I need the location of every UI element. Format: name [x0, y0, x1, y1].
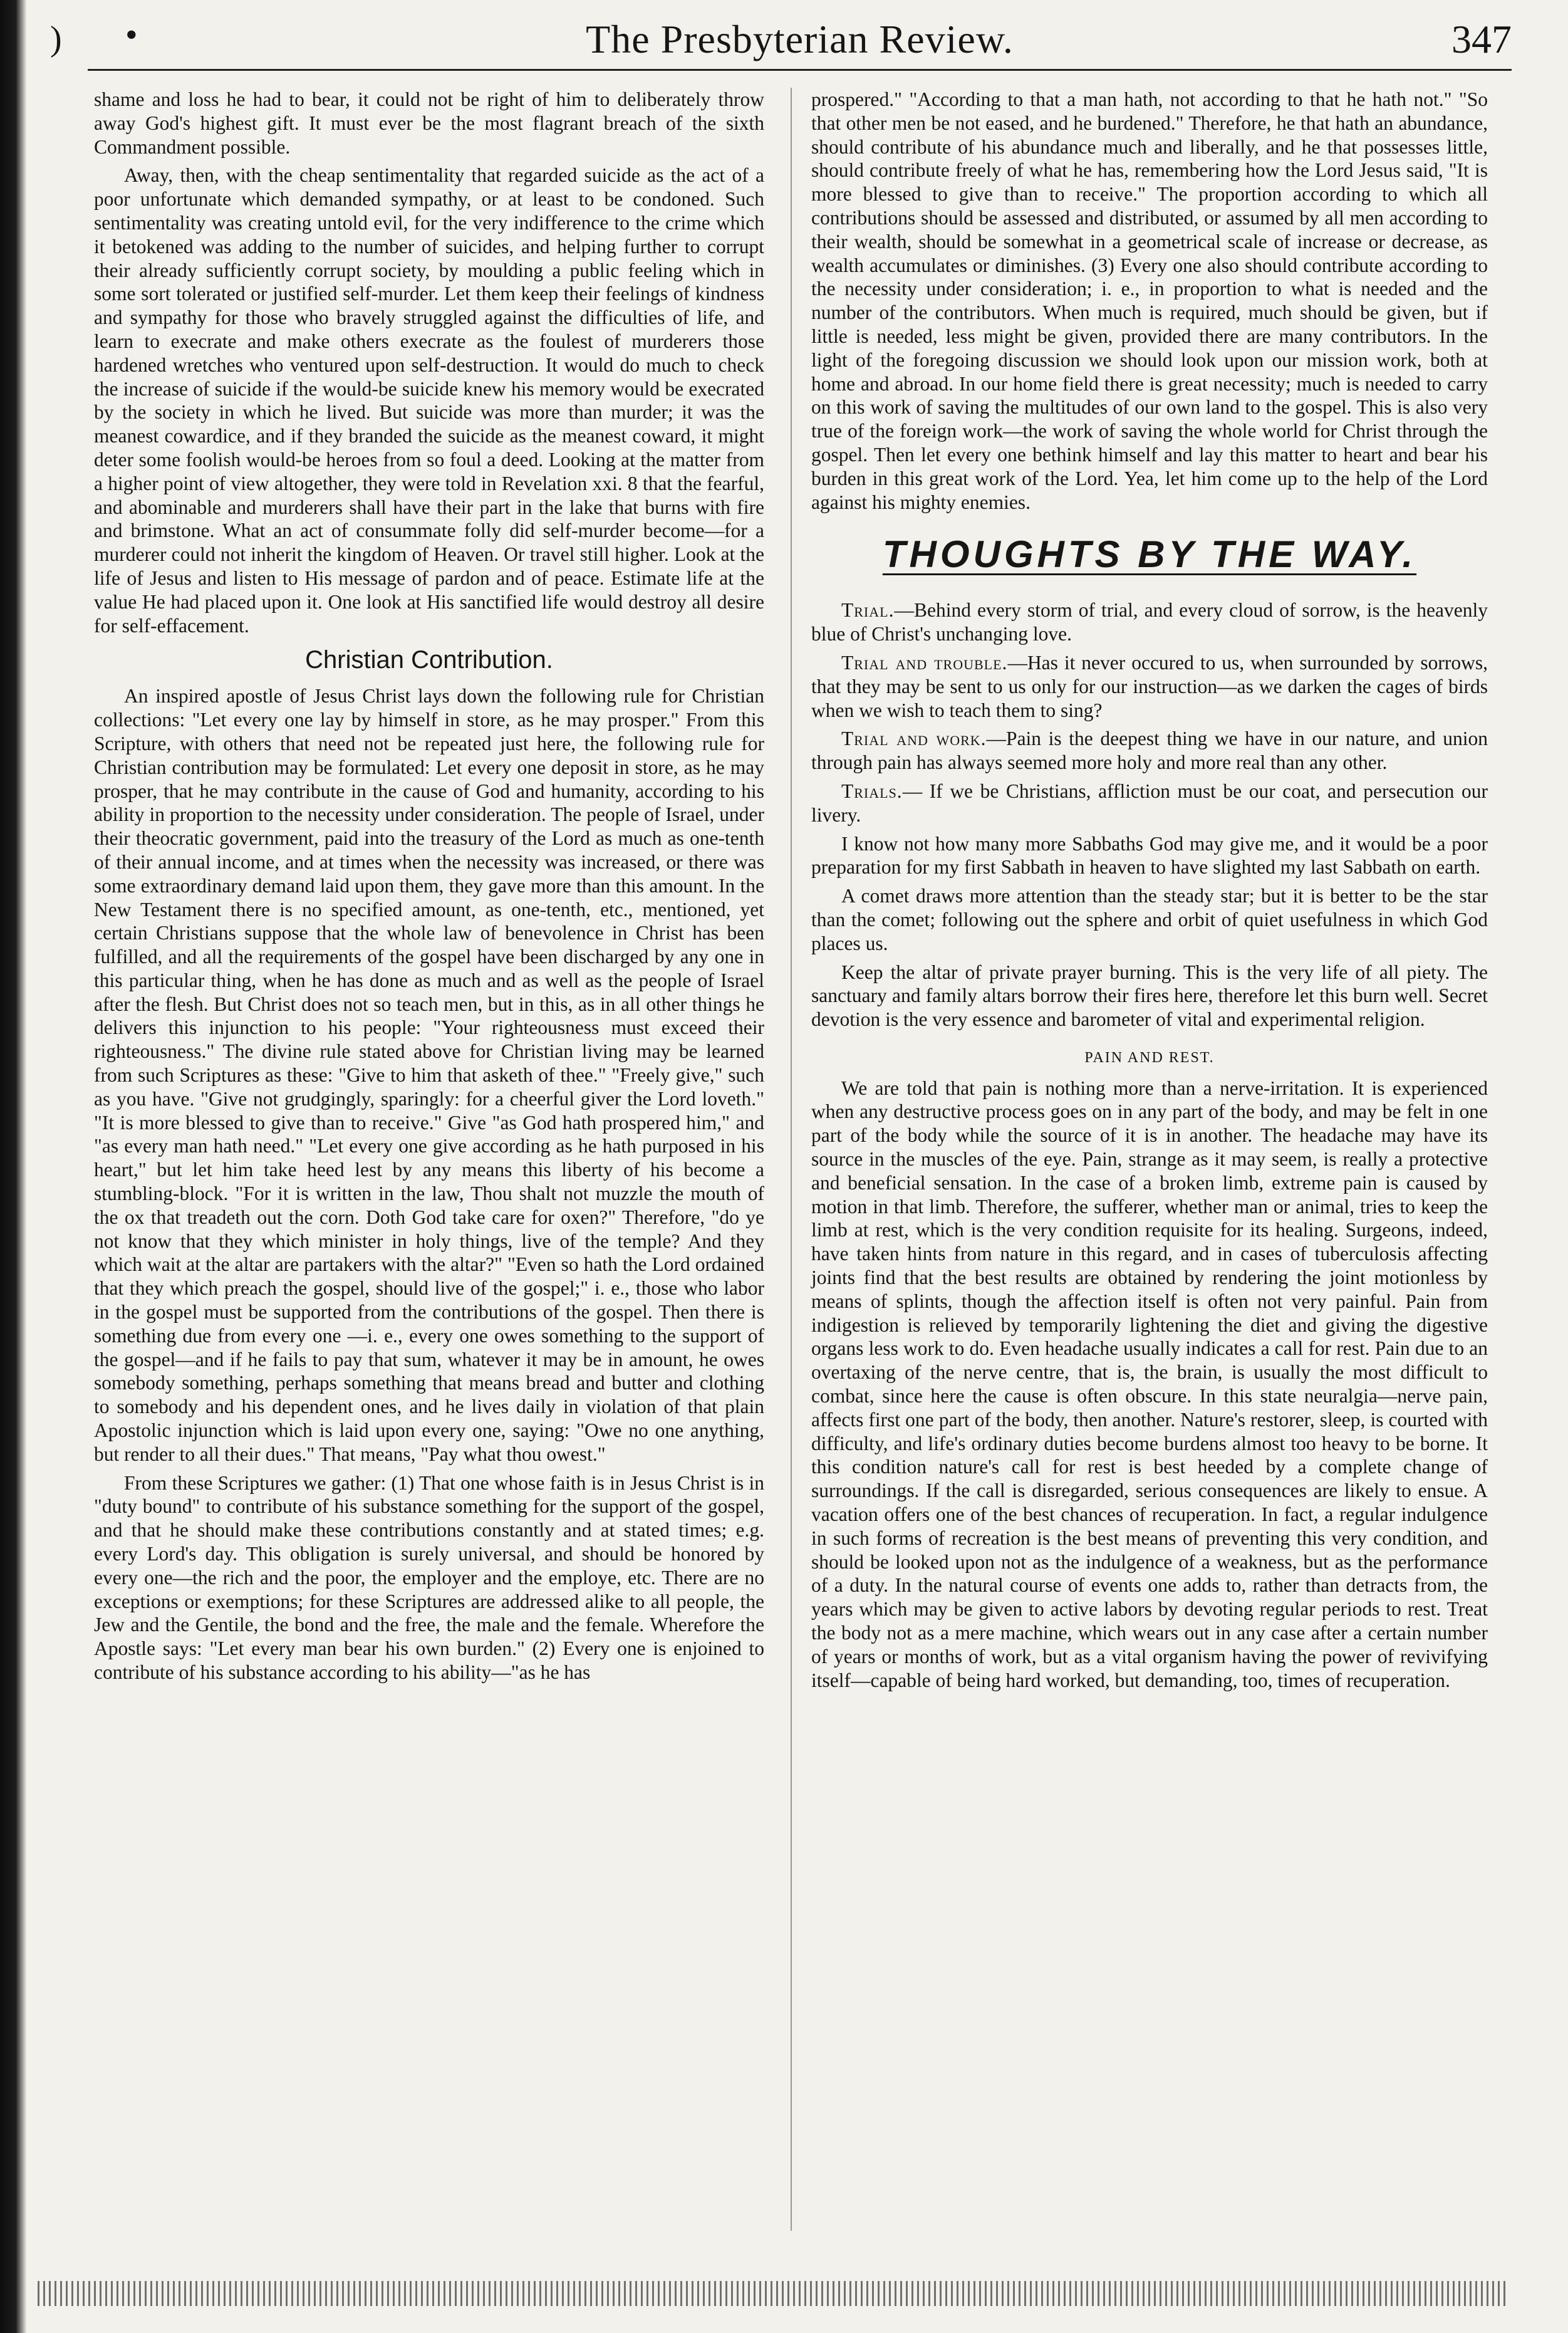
suicide-article-end: shame and loss he had to bear, it could not be right of him to deliberately throw away God's highest gift. It must ever be the most flagrant breach of the sixth Commandment possible.: [94, 88, 764, 158]
page-header: [50, 13, 1512, 71]
pain-and-rest-heading: PAIN AND REST.: [1084, 1049, 1215, 1066]
comet-paragraph: A comet draws more attention than the steady star; but it is better to be the star than the comet; following out the sphere and orbit of quiet usefulness in which God places us.: [811, 885, 1488, 954]
thought-trial-and-work: [811, 727, 1488, 775]
page-number: 347: [1451, 17, 1512, 61]
thought-text: —Pain is the deepest thing we have in our nature, and union through pain has always seemed more holy and more real than any other.: [811, 728, 1488, 774]
scan-artifact-footer: [38, 2281, 1505, 2306]
publication-title: The Presbyterian Review.: [586, 17, 1014, 61]
thought-text: —Behind every storm of trial, and every cloud of sorrow, is the heavenly blue of Christ's unchanging love.: [811, 599, 1488, 645]
thought-label: Trial and trouble.: [841, 651, 1008, 674]
prayer-paragraph: Keep the altar of private prayer burning. This is the very life of all piety. The sanctuary and family altars borrow their fires here, therefore let this burn well. Secret devotion is the very essence and barometer of vital and experimental religion.: [811, 961, 1488, 1031]
page-binding-edge: [0, 0, 26, 2333]
contribution-paragraph-1: An inspired apostle of Jesus Christ lays down the following rule for Christian collections: "Let every one lay by himself in store, as he may prosper." From this Scripture, with others that need not be repeated just here, the following rule for Christian contribution may be formulated: Let every one deposit in store, as he may prosper, that he may contribute in the cause of God and humanity, according to his ability in proportion to the necessity under consideration. The people of Israel, under their theocratic government, paid into the treasury of the Lord as much as one-tenth of their annual income, and at times when the necessity was increased, or there was some extraordinary demand laid upon them, they gave more than this amount. In the New Testament there is no specified amount, as one-tenth, etc., mentioned, yet certain Christians suppose that the whole law of benevolence in Christ has been fulfilled, and all the requirements of the gospel have been discharged by any one in this particular thing, when he has done as much and as well as the people of Israel after the flesh. But Christ does not so teach men, but in this, as in all other things he delivers this injunction to his people: "Your righteousness must exceed their righteousness." The divine rule stated above for Christian living may be learned from such Scriptures as these: "Give to him that asketh of thee." "Freely give," such as you have. "Give not grudgingly, sparingly: for a cheerful giver the Lord loveth." "It is more blessed to give than to receive." Give "as God hath prospered him," and "as every man hath need." "Let every one give according as he hath purposed in his heart," but let him take heed lest by any means this liberty of his become a stumbling-block. "For it is written in the law, Thou shalt not muzzle the mouth of the ox that treadeth out the corn. Doth God take care for oxen?" Therefore, "do ye not know that they which minister in holy things, live of the temple? And they which wait at the altar are partakers with the altar?" "Even so hath the Lord ordained that they which preach the gospel, should live of the gospel;" i. e., those who labor in the gospel must be supported from the contributions of the gospel. Then there is something due from every one —i. e., every one owes something to the support of the gospel—and if he fails to pay that sum, whatever it may be in amount, he owes somebody something, perhaps something that means bread and butter and clothing to somebody and his dependent ones, and he lives daily in violation of that plain Apostolic injunction which is laid upon every one, saying: "Owe no one anything, but render to all their dues." That means, "Pay what thou owest.": [94, 685, 764, 1465]
left-column: [94, 88, 764, 1689]
thought-label: Trial and work.: [841, 728, 987, 750]
pain-and-rest-paragraph: We are told that pain is nothing more than a nerve-irritation. It is experienced when any destructive process goes on in any part of the body, and may be felt in one part of the body while the source of it is in another. The headache may have its source in the muscles of the eye. Pain, strange as it may seem, is really a protective and beneficial sensation. In the case of a broken limb, extreme pain is caused by motion in that limb. Therefore, the sufferer, whether man or animal, tries to keep the limb at rest, which is the very condition requisite for its healing. Surgeons, indeed, have taken hints from nature in this regard, and in cases of tuberculosis affecting joints find that the best results are obtained by rendering the joint motionless by means of splints, though the affection itself is often not very painful. Pain from indigestion is relieved by temporarily lightening the diet and giving the digestive organs less work to do. Even headache usually indicates a call for rest. Pain due to an overtaxing of the nerve centre, that is, the brain, is usually the most difficult to combat, since here the cause is often obscure. In this state neuralgia—nerve pain, affects first one part of the body, then another. Nature's restorer, sleep, is courted with difficulty, and life's ordinary duties become burdens almost too heavy to be borne. It this condition nature's call for rest is best heeded by a complete change of surroundings. If the call is disregarded, serious consequences are likely to ensue. A vacation offers one of the best chances of recuperation. In fact, a regular indulgence in such forms of recreation is the best means of preventing this very condition, and should be looked upon not as the indulgence of a weakness, but as the performance of a duty. In the natural course of events one adds to, rather than detracts from, the years which may be given to active labors by devoting regular periods to rest. Treat the body not as a mere machine, which wears out in any case after a certain number of years or months of work, but as a vital organism having the power of revivifying itself—capable of being hard worked, but demanding, too, times of recuperation.: [811, 1077, 1488, 1691]
thought-trials: [811, 780, 1488, 827]
thought-trial: [811, 598, 1488, 646]
suicide-article-paragraph: Away, then, with the cheap sentimentality that regarded suicide as the act of a poor unfortunate which demanded sympathy, or at least to be condoned. Such sentimentality was creating untold evil, for the very indifference to the crime which it betokened was adding to the number of suicides, and helping further to corrupt their already sufficiently corrupt society, by moulding a public feeling which in some sort tolerated or justified self-murder. Let them keep their feelings of kindness and sympathy for those who bravely struggled against the difficulties of life, and learn to execrate and make others execrate as the foulest of murderers those hardened wretches who ventured upon self-destruction. It would do much to check the increase of suicide if the would-be suicide knew his memory would be execrated by the society in which he lived. But suicide was more than murder; it was the meanest cowardice, and if they branded the suicide as the meanest coward, it might deter some foolish would-be heroes from so foul a deed. Looking at the matter from a higher point of view altogether, they were told in Revelation xxi. 8 that the fearful, and abominable and murderers shall have their part in the lake that burns with fire and brimstone. What an act of consummate folly did self-murder become—for a murderer could not inherit the kingdom of Heaven. Or travel still higher. Look at the life of Jesus and listen to His message of pardon and of peace. Estimate life at the value He had placed upon it. One look at His sanctified life would destroy all desire for self-effacement.: [94, 164, 764, 637]
sabbath-paragraph: I know not how many more Sabbaths God may give me, and it would be a poor preparation for my first Sabbath in heaven to have slighted my last Sabbath on earth.: [811, 832, 1488, 879]
christian-contribution-heading: Christian Contribution.: [305, 646, 553, 674]
contribution-paragraph-2: From these Scriptures we gather: (1) That one whose faith is in Jesus Christ is in "duty bound" to contribute of his substance something for the support of the gospel, and that he should make these contributions constantly and at stated times; e.g. every Lord's day. This obligation is surely universal, and should be honored by every one—the rich and the poor, the employer and the employe, etc. There are no exceptions or exemptions; for these Scriptures are addressed alike to all people, the Jew and the Gentile, the bond and the free, the male and the female. Wherefore the Apostle says: "Let every man bear his own burden." (2) Every one is enjoined to contribute of his substance according to his ability—"as he has: [94, 1471, 764, 1683]
thought-trial-and-trouble: [811, 651, 1488, 722]
right-column: [811, 88, 1488, 1697]
thought-text: —Has it never occured to us, when surrounded by sorrows, that they may be sent to us only for our instruction—as we darken the cages of birds when we wish to teach them to sing?: [811, 651, 1488, 721]
contribution-continued: prospered." "According to that a man hath, not according to that he hath not." "So that other men be not eased, and he burdened." Therefore, he that hath an abundance, should contribute of his abundance much and liberally, and he that possesses little, should contribute freely of what he has, remembering how the Lord Jesus said, "It is more blessed to give than to receive." The proportion according to which all contributions should be assessed and distributed, or assumed by all men according to their wealth, should be somewhat in a geometrical scale of increase or decrease, as wealth accumulates or diminishes. (3) Every one also should contribute according to the necessity under consideration; i. e., in proportion to what is needed and the number of the contributors. When much is required, much should be given, but if little is needed, less might be given, provided there are many contributors. In the light of the foregoing discussion we should look upon our mission work, both at home and abroad. In our home field there is great necessity; much is needed to carry on this work of saving the multitudes of our own land to the gospel. This is also very true of the foreign work—the work of saving the whole world for Christ through the gospel. Then let every one bethink himself and lay this matter to heart and bear his burden in this great work of the Lord. Yea, let him come up to the help of the Lord against his mighty enemies.: [811, 88, 1488, 513]
thoughts-by-the-way-heading: THOUGHTS BY THE WAY.: [882, 533, 1417, 576]
margin-mark: ): [50, 19, 62, 58]
column-divider: [791, 88, 792, 2231]
thought-label: Trials.: [841, 780, 903, 802]
thought-text: — If we be Christians, affliction must be our coat, and persecution our livery.: [811, 780, 1488, 826]
thought-label: Trial.: [841, 599, 895, 622]
header-dot: •: [125, 16, 138, 55]
